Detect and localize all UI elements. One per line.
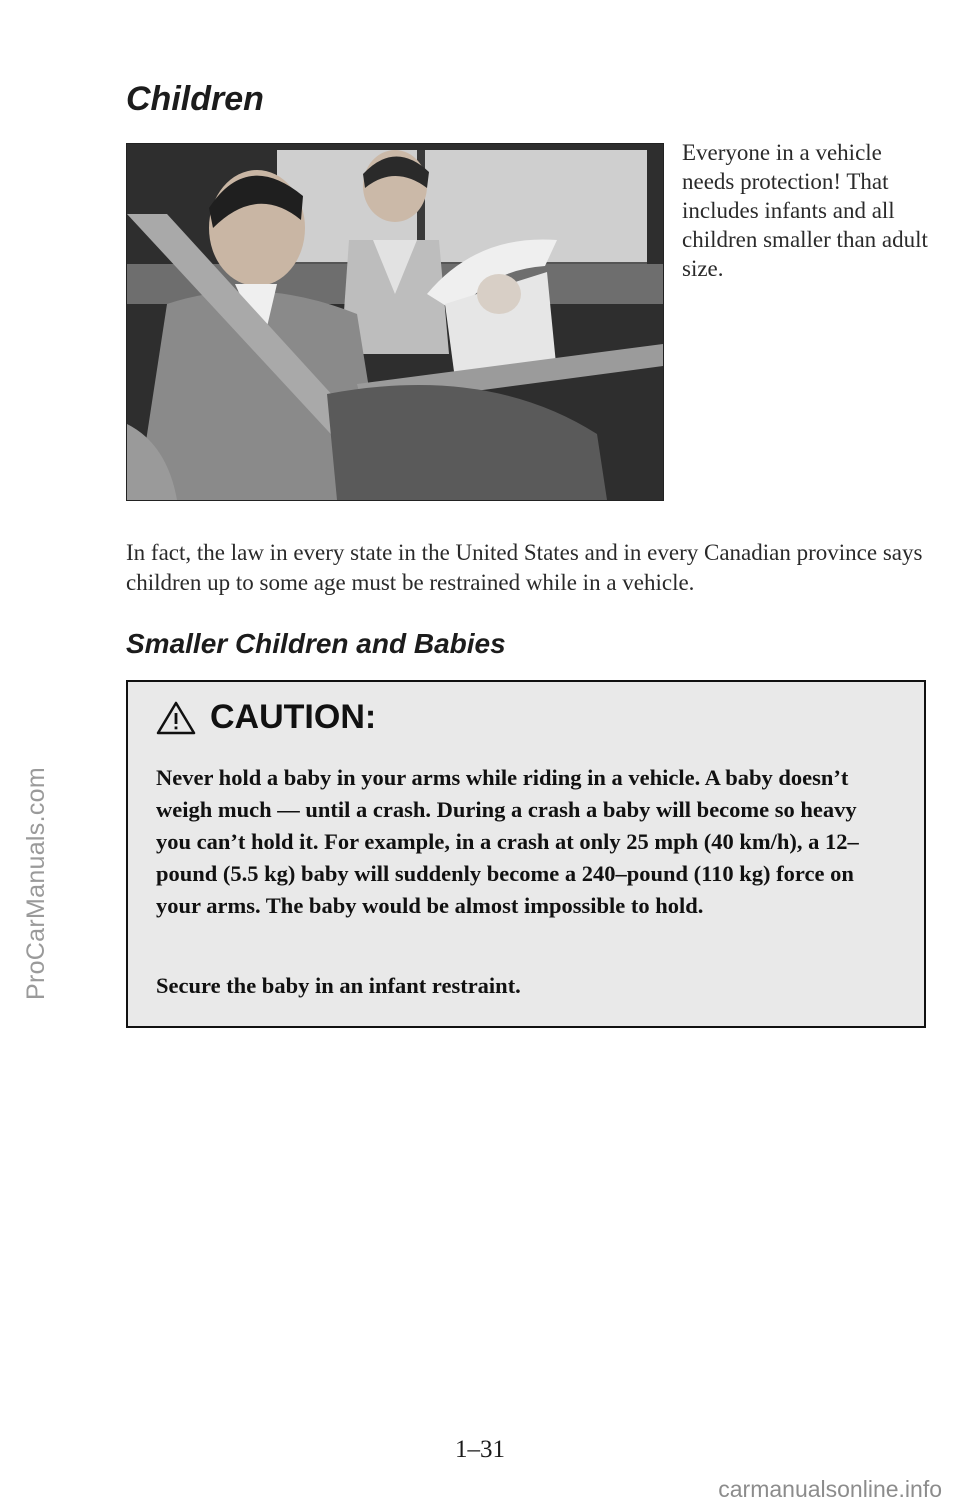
law-paragraph: In fact, the law in every state in the United States and in every Canadian province says children up to some age must be restrained while in a vehicle.: [126, 540, 923, 595]
caution-body-text: Never hold a baby in your arms while riding in a vehicle. A baby doesn’t weigh much — until a crash. During a crash a baby will become so heavy you can’t hold it. For example, in a crash at only 25 mph (40 km/h), a 12–pound (5.5 kg) baby will suddenly become a 240–pound (110 kg) force on your arms. The baby would be almost impossible to hold.: [156, 765, 859, 918]
subsection-title: Smaller Children and Babies: [126, 628, 506, 659]
caution-label: CAUTION:: [210, 698, 377, 736]
caution-box: [126, 680, 926, 1028]
illustration-drawing: [127, 144, 663, 500]
caution-secure-text: Secure the baby in an infant restraint.: [156, 973, 521, 998]
page-number: 1–31: [455, 1436, 505, 1463]
family-seatbelt-illustration: [126, 143, 664, 501]
footer-watermark: carmanualsonline.info: [718, 1476, 942, 1502]
side-watermark: ProCarManuals.com: [22, 767, 50, 1000]
section-title: Children: [126, 80, 264, 118]
intro-text: Everyone in a vehicle needs protection! That includes infants and all children smaller than adult size.: [682, 140, 928, 281]
caution-header: [156, 698, 376, 737]
warning-triangle-icon: [156, 700, 196, 736]
